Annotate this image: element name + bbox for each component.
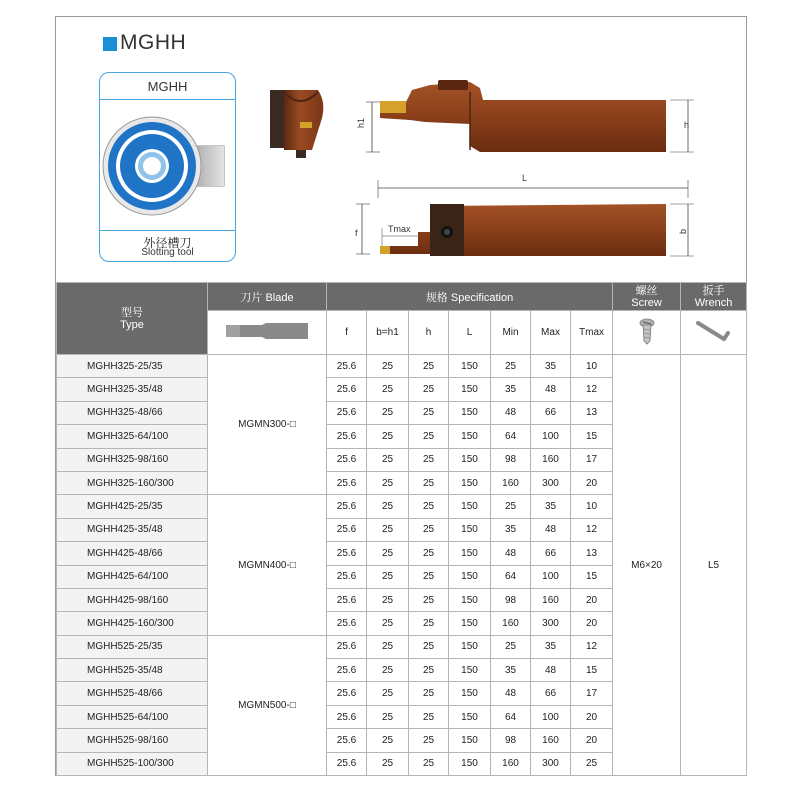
screw-header-en: Screw [631,296,662,309]
blade-cell: MGMN500-□ [208,635,327,775]
spec-value-cell: 66 [531,682,571,705]
blade-cell: MGMN400-□ [208,495,327,635]
spec-value-cell: 150 [449,729,491,752]
type-cell: MGHH425-98/160 [57,588,208,611]
spec-value-cell: 25 [367,659,409,682]
dim-label-L: L [522,173,528,183]
spec-value-cell: 25 [571,752,613,775]
type-cell: MGHH525-35/48 [57,659,208,682]
spec-value-cell: 25.6 [327,565,367,588]
wrench-value-cell: L5 [681,355,747,776]
spec-table [56,282,747,776]
spec-value-cell: 15 [571,425,613,448]
spec-value-cell: 150 [449,378,491,401]
spec-value-cell: 66 [531,542,571,565]
spec-value-cell: 150 [449,448,491,471]
spec-value-cell: 25 [409,471,449,494]
spec-value-cell: 64 [491,425,531,448]
spec-value-cell: 15 [571,565,613,588]
spec-value-cell: 35 [531,495,571,518]
page-title: MGHH [120,31,187,54]
col-f: f [327,311,367,355]
card-title: MGHH [147,79,188,94]
dim-label-h: h [684,120,690,130]
spec-value-cell: 35 [491,378,531,401]
spec-value-cell: 48 [531,378,571,401]
spec-value-cell: 25 [409,612,449,635]
spec-value-cell: 17 [571,682,613,705]
blade-image-cell [208,311,327,355]
col-max: Max [531,311,571,355]
spec-value-cell: 25 [367,378,409,401]
type-cell: MGHH525-48/66 [57,682,208,705]
spec-value-cell: 98 [491,448,531,471]
col-h: h [409,311,449,355]
spec-value-cell: 25.6 [327,705,367,728]
screw-icon [637,317,657,345]
spec-value-cell: 25 [409,659,449,682]
spec-value-cell: 25 [409,448,449,471]
spec-value-cell: 64 [491,565,531,588]
spec-value-cell: 25 [491,635,531,658]
spec-value-cell: 25.6 [327,448,367,471]
type-cell: MGHH325-48/66 [57,401,208,424]
spec-value-cell: 25.6 [327,378,367,401]
type-cell: MGHH425-160/300 [57,612,208,635]
spec-value-cell: 150 [449,565,491,588]
dim-label-f: f [355,228,358,238]
spec-value-cell: 25.6 [327,588,367,611]
spec-value-cell: 25 [409,705,449,728]
spec-value-cell: 150 [449,659,491,682]
spec-value-cell: 160 [531,448,571,471]
spec-value-cell: 25.6 [327,425,367,448]
spec-value-cell: 15 [571,659,613,682]
spec-value-cell: 25 [367,635,409,658]
spec-value-cell: 160 [491,471,531,494]
type-cell: MGHH325-160/300 [57,471,208,494]
spec-value-cell: 25.6 [327,659,367,682]
dim-label-b: b [678,228,688,234]
type-cell: MGHH525-25/35 [57,635,208,658]
spec-value-cell: 25 [367,565,409,588]
spec-value-cell: 25.6 [327,729,367,752]
spec-value-cell: 98 [491,588,531,611]
spec-value-cell: 25.6 [327,635,367,658]
spec-value-cell: 20 [571,471,613,494]
screw-header-cn: 螺丝 [635,284,658,297]
table-row [57,355,747,378]
wrench-header-cn: 扳手 [702,284,725,297]
spec-value-cell: 25 [409,518,449,541]
type-cell: MGHH325-35/48 [57,378,208,401]
spec-value-cell: 25 [409,542,449,565]
spec-value-cell: 25 [409,495,449,518]
spec-value-cell: 150 [449,682,491,705]
spec-value-cell: 150 [449,425,491,448]
spec-value-cell: 13 [571,401,613,424]
spec-value-cell: 25 [367,401,409,424]
spec-value-cell: 150 [449,612,491,635]
type-header-cn: 型号 [121,306,143,319]
spec-value-cell: 25 [409,752,449,775]
col-b-h1: b=h1 [367,311,409,355]
spec-value-cell: 100 [531,565,571,588]
top-view-drawing [355,173,694,256]
spec-value-cell: 25 [367,705,409,728]
wrench-header-en: Wrench [694,296,733,309]
card-label-chinese: 外径槽刀 [143,236,192,250]
spec-value-cell: 25 [367,682,409,705]
spec-value-cell: 48 [531,659,571,682]
spec-value-cell: 13 [571,542,613,565]
spec-value-cell: 150 [449,518,491,541]
spec-value-cell: 160 [491,612,531,635]
spec-value-cell: 25.6 [327,401,367,424]
spec-value-cell: 48 [531,518,571,541]
spec-value-cell: 25.6 [327,471,367,494]
type-cell: MGHH525-100/300 [57,752,208,775]
spec-value-cell: 12 [571,378,613,401]
spec-value-cell: 35 [531,355,571,378]
spec-value-cell: 98 [491,729,531,752]
spec-value-cell: 20 [571,588,613,611]
spec-value-cell: 25 [367,518,409,541]
spec-value-cell: 17 [571,448,613,471]
spec-value-cell: 150 [449,635,491,658]
wrench-header [681,283,747,311]
col-L: L [449,311,491,355]
spec-value-cell: 10 [571,495,613,518]
spec-value-cell: 25 [409,682,449,705]
spec-value-cell: 25 [409,635,449,658]
spec-value-cell: 12 [571,518,613,541]
spec-value-cell: 150 [449,752,491,775]
col-min: Min [491,311,531,355]
spec-value-cell: 48 [491,542,531,565]
spec-value-cell: 25.6 [327,682,367,705]
type-cell: MGHH325-64/100 [57,425,208,448]
spec-value-cell: 300 [531,471,571,494]
spec-value-cell: 25 [409,729,449,752]
type-cell: MGHH525-64/100 [57,705,208,728]
spec-value-cell: 25 [491,355,531,378]
tool-drawings [0,0,800,280]
spec-value-cell: 48 [491,682,531,705]
spec-table-body [57,355,747,776]
spec-value-cell: 25 [409,378,449,401]
col-tmax: Tmax [571,311,613,355]
side-view-drawing [356,80,694,152]
spec-value-cell: 20 [571,612,613,635]
spec-value-cell: 100 [531,705,571,728]
spec-value-cell: 150 [449,471,491,494]
wrench-icon [694,317,734,345]
spec-value-cell: 160 [491,752,531,775]
spec-value-cell: 35 [491,659,531,682]
blade-icon [222,319,312,343]
spec-value-cell: 12 [571,635,613,658]
spec-value-cell: 25 [367,588,409,611]
spec-value-cell: 25.6 [327,542,367,565]
spec-value-cell: 150 [449,355,491,378]
dim-label-h1: h1 [356,117,366,128]
spec-value-cell: 150 [449,495,491,518]
spec-value-cell: 25 [367,448,409,471]
type-cell: MGHH325-98/160 [57,448,208,471]
spec-value-cell: 35 [491,518,531,541]
screw-header [613,283,681,311]
type-cell: MGHH325-25/35 [57,355,208,378]
spec-value-cell: 25.6 [327,355,367,378]
spec-value-cell: 25.6 [327,518,367,541]
spec-value-cell: 25.6 [327,752,367,775]
type-header-en: Type [120,318,144,331]
spec-value-cell: 150 [449,401,491,424]
spec-value-cell: 25 [409,425,449,448]
spec-value-cell: 25 [409,588,449,611]
type-cell: MGHH425-64/100 [57,565,208,588]
blade-header: 刀片 Blade [208,283,327,311]
type-cell: MGHH425-25/35 [57,495,208,518]
wrench-image-cell [681,311,747,355]
spec-value-cell: 25 [367,729,409,752]
dim-label-tmax: Tmax [388,224,411,234]
spec-value-cell: 160 [531,588,571,611]
end-view-drawing [270,90,323,158]
screw-image-cell [613,311,681,355]
spec-value-cell: 25 [409,401,449,424]
spec-value-cell: 150 [449,705,491,728]
spec-value-cell: 160 [531,729,571,752]
type-cell: MGHH425-35/48 [57,518,208,541]
spec-value-cell: 25 [367,752,409,775]
spec-value-cell: 25 [367,471,409,494]
spec-value-cell: 25.6 [327,495,367,518]
card-label-english: Slotting tool [141,247,194,258]
spec-value-cell: 150 [449,588,491,611]
spec-value-cell: 25 [367,425,409,448]
spec-value-cell: 300 [531,612,571,635]
spec-value-cell: 20 [571,705,613,728]
spec-value-cell: 64 [491,705,531,728]
spec-value-cell: 100 [531,425,571,448]
spec-value-cell: 25 [367,542,409,565]
blade-cell: MGMN300-□ [208,355,327,495]
spec-value-cell: 25.6 [327,612,367,635]
spec-value-cell: 25 [409,565,449,588]
screw-value-cell: M6×20 [613,355,681,776]
spec-value-cell: 25 [367,495,409,518]
spec-value-cell: 300 [531,752,571,775]
spec-value-cell: 48 [491,401,531,424]
spec-value-cell: 25 [409,355,449,378]
spec-value-cell: 150 [449,542,491,565]
spec-value-cell: 66 [531,401,571,424]
type-cell: MGHH525-98/160 [57,729,208,752]
type-header [57,283,208,355]
specification-header: 规格 Specification [327,283,613,311]
spec-value-cell: 25 [367,612,409,635]
spec-value-cell: 20 [571,729,613,752]
spec-value-cell: 25 [491,495,531,518]
spec-value-cell: 10 [571,355,613,378]
type-cell: MGHH425-48/66 [57,542,208,565]
spec-value-cell: 35 [531,635,571,658]
spec-value-cell: 25 [367,355,409,378]
